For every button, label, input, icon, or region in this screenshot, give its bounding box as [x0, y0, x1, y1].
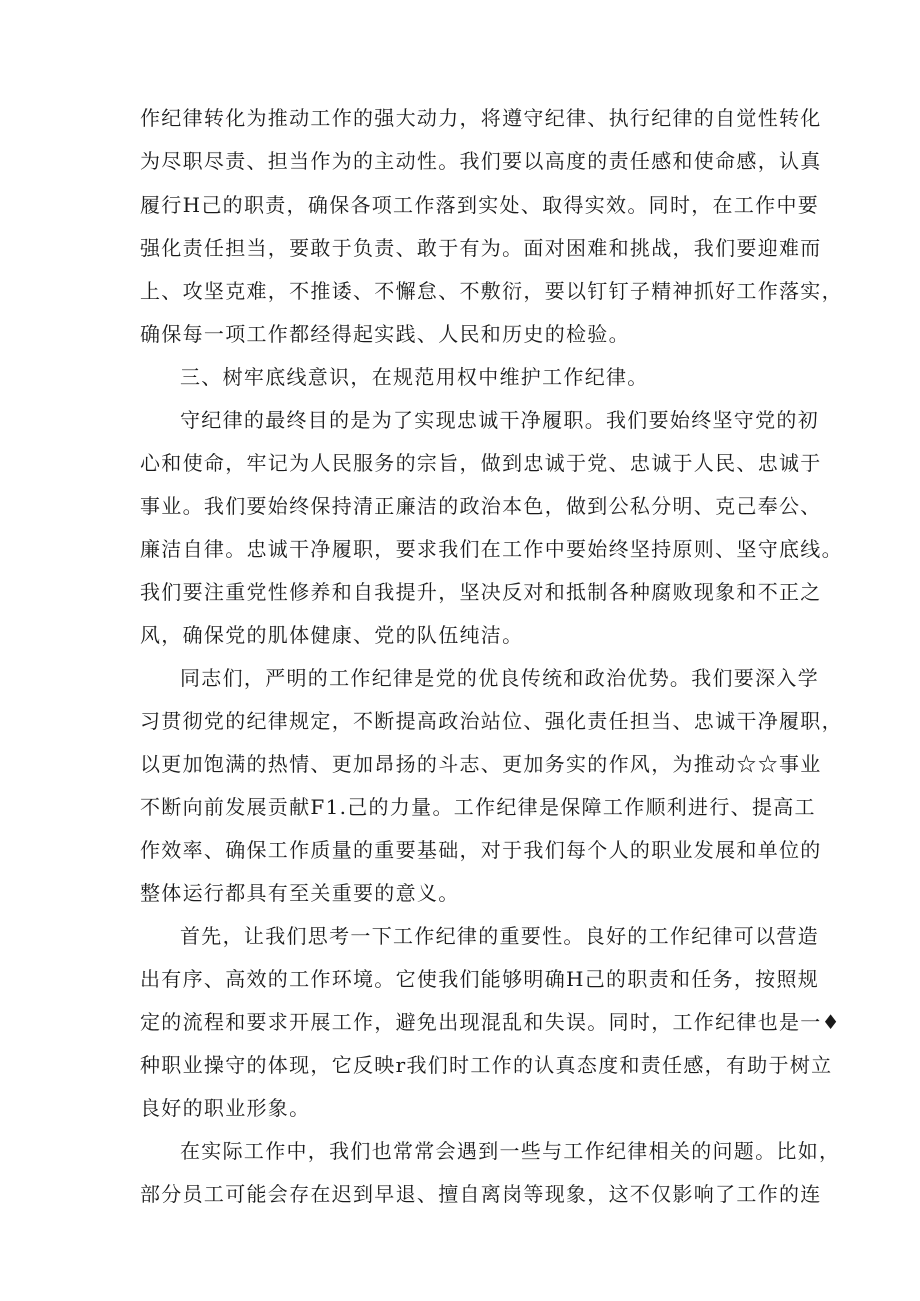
text-line: 心和使命，牢记为人民服务的宗旨，做到忠诚于党、忠诚于人民、忠诚于: [140, 451, 822, 475]
text-line: 上、攻坚克难，不推诿、不懈怠、不敷衍，要以钉钉子精神抓好工作落实，: [140, 279, 843, 303]
text-line: 整体运行都具有至关重要的意义。: [140, 881, 460, 905]
text-line: 作效率、确保工作质量的重要基础，对于我们每个人的职业发展和单位的: [140, 838, 822, 862]
text-line: 廉洁自律。忠诚干净履职，要求我们在工作中要始终坚持原则、坚守底线。: [140, 537, 843, 561]
text-line: 以更加饱满的热情、更加昂扬的斗志、更加务实的作风，为推动☆☆事业: [140, 752, 822, 776]
text-line: 种职业操守的体现，它反映r我们时工作的认真态度和责任感，有助于树立: [140, 1053, 833, 1077]
text-line: 事业。我们要始终保持清正廉洁的政治本色，做到公私分明、克己奉公、: [140, 494, 822, 518]
text-line: 为尽职尽责、担当作为的主动性。我们要以高度的责任感和使命感，认真: [140, 149, 822, 173]
text-line: 在实际工作中，我们也常常会遇到一些与工作纪律相关的问题。比如，: [180, 1139, 841, 1163]
text-line: 守纪律的最终目的是为了实现忠诚干净履职。我们要始终坚守党的初: [180, 408, 819, 432]
text-line: 确保每一项工作都经得起实践、人民和历史的检验。: [140, 322, 630, 346]
text-line: 同志们，严明的工作纪律是党的优良传统和政治优势。我们要深入学: [180, 666, 819, 690]
text-line: 作纪律转化为推动工作的强大动力，将遵守纪律、执行纪律的自觉性转化: [140, 106, 822, 130]
text-line: 良好的职业形象。: [140, 1096, 311, 1120]
section-heading: 三、树牢底线意识，在规范用权中维护工作纪律。: [180, 365, 649, 389]
text-line: 首先，让我们思考一下工作纪律的重要性。良好的工作纪律可以营造: [180, 924, 819, 948]
text-line: 风，确保党的肌体健康、党的队伍纯洁。: [140, 623, 524, 647]
text-line: 不断向前发展贡献F1.己的力量。工作纪律是保障工作顺利进行、提高工: [140, 795, 816, 819]
text-line: 强化责任担当，要敢于负责、敢于有为。面对困难和挑战，我们要迎难而: [140, 236, 822, 260]
text-line: 履行H己的职责，确保各项工作落到实处、取得实效。同时，在工作中要: [140, 193, 820, 217]
text-line: 我们要注重党性修养和自我提升，坚决反对和抵制各种腐败现象和不正之: [140, 580, 822, 604]
text-line: 出有序、高效的工作环境。它使我们能够明确H己的职责和任务，按照规: [140, 967, 820, 991]
text-line: 定的流程和要求开展工作，避免出现混乱和失误。同时，工作纪律也是一♦: [140, 1010, 841, 1034]
text-line: 习贯彻党的纪律规定，不断提高政治站位、强化责任担当、忠诚干净履职，: [140, 709, 843, 733]
text-line: 部分员工可能会存在迟到早退、擅自离岗等现象，这不仅影响了工作的连: [140, 1182, 822, 1206]
